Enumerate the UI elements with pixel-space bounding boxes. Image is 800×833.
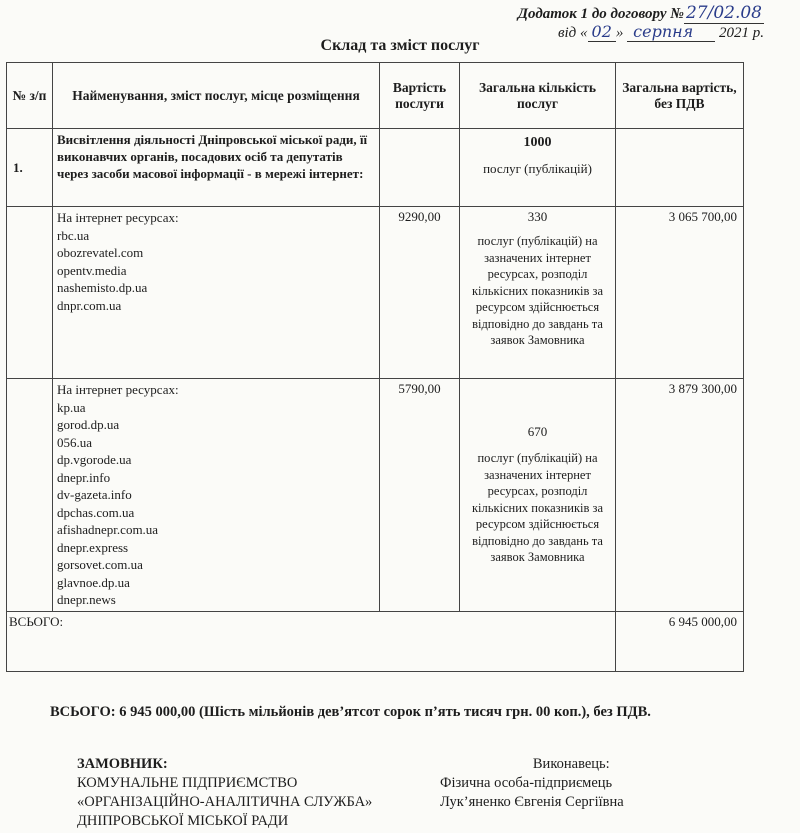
col-header-name: Найменування, зміст послуг, місце розміщення (53, 63, 380, 129)
customer-block (77, 755, 372, 831)
quantity-cell (460, 207, 616, 379)
service-description: Висвітлення діяльності Дніпровської міської ради, її виконавчих органів, посадових осіб та депутатів через засоби масової інформації - в мережі інтернет: (53, 129, 380, 207)
date-quote-close: » (615, 25, 624, 41)
table-header-row (7, 63, 744, 129)
resource-intro: На інтернет ресурсах: (57, 210, 179, 225)
total-value: 3 065 700,00 (616, 207, 744, 379)
document-header (0, 0, 800, 54)
resource-item: kp.ua (57, 399, 86, 415)
col-header-price: Вартість послуги (380, 63, 460, 129)
row-number: 1. (7, 129, 53, 207)
quantity-value: 330 (527, 209, 548, 224)
total-value: 3 879 300,00 (616, 379, 744, 612)
row-number-empty (7, 207, 53, 379)
document-title: Склад та зміст послуг (320, 37, 480, 54)
quantity-unit: послуг (публікацій) (483, 161, 592, 176)
quantity-cell (460, 129, 616, 207)
price-value: 5790,00 (380, 379, 460, 612)
resource-item: dnpr.com.ua (57, 297, 122, 313)
row-number-empty (7, 379, 53, 612)
resource-item: dnepr.news (57, 592, 116, 607)
resource-item: afishadnepr.com.ua (57, 522, 159, 537)
table-row (7, 129, 744, 207)
resource-list (53, 207, 380, 379)
total-cell-empty (616, 129, 744, 207)
resource-item: gorsovet.com.ua (57, 557, 143, 572)
col-header-number: № з/п (7, 63, 53, 129)
price-cell-empty (380, 129, 460, 207)
resource-item: rbc.ua (57, 227, 90, 243)
table-total-row (7, 611, 744, 671)
table-total-label: ВСЬОГО: (7, 611, 616, 671)
resource-item: nashemisto.dp.ua (57, 280, 148, 295)
resource-intro: На інтернет ресурсах: (57, 382, 179, 397)
table-row (7, 379, 744, 612)
executor-line: Лук’яненко Євгенія Сергіївна (440, 794, 624, 810)
price-value: 9290,00 (380, 207, 460, 379)
grand-total-statement: ВСЬОГО: 6 945 000,00 (Шість мільйонів дев’ятсот сорок п’ять тисяч грн. 00 коп.), без ПДВ. (50, 704, 651, 720)
resource-item: gorod.dp.ua (57, 417, 120, 432)
customer-line: ДНІПРОВСЬКОЇ МІСЬКОЇ РАДИ (77, 813, 289, 829)
resource-item: obozrevatel.com (57, 245, 144, 260)
quantity-description: послуг (публікацій) на зазначених інтернет ресурсах, розподіл кількісних показників за ресурсом здійснюється відповідно до завдань та заявок Замовника (471, 234, 604, 347)
resource-item: 056.ua (57, 434, 93, 450)
quantity-value: 670 (527, 424, 548, 439)
annex-text: Додаток 1 до договору № (517, 6, 684, 22)
annex-reference (518, 3, 764, 23)
resource-item: dnepr.info (57, 469, 111, 485)
resource-item: opentv.media (57, 262, 127, 278)
table-row (7, 207, 744, 379)
table-total-value: 6 945 000,00 (616, 611, 744, 671)
resource-item: glavnoe.dp.ua (57, 574, 130, 590)
quantity-description: послуг (публікацій) на зазначених інтернет ресурсах, розподіл кількісних показників за ресурсом здійснюється відповідно до завдань та заявок Замовника (471, 451, 604, 564)
customer-line: КОМУНАЛЬНЕ ПІДПРИЄМСТВО (77, 775, 298, 791)
executor-label: Виконавець: (532, 756, 610, 772)
resource-list (53, 379, 380, 612)
customer-label: ЗАМОВНИК: (77, 756, 168, 772)
date-prefix: від « (558, 25, 588, 41)
date-month-handwritten: серпня (627, 22, 715, 42)
customer-line: «ОРГАНІЗАЦІЙНО-АНАЛІТИЧНА СЛУЖБА» (77, 794, 373, 810)
resource-item: dpchas.com.ua (57, 504, 135, 520)
executor-block (440, 755, 624, 812)
col-header-quantity: Загальна кількість послуг (460, 63, 616, 129)
resource-item: dnepr.express (57, 539, 129, 555)
resource-item: dv-gazeta.info (57, 487, 132, 502)
resource-item: dp.vgorode.ua (57, 452, 132, 467)
executor-line: Фізична особа-підприємець (440, 775, 613, 791)
quantity-value: 1000 (523, 135, 552, 150)
services-table (6, 62, 744, 672)
date-year: 2021 р. (719, 25, 764, 41)
date-day-handwritten: 02 (588, 22, 616, 42)
col-header-total: Загальна вартість, без ПДВ (616, 63, 744, 129)
contract-number-handwritten: 27/02.08 (685, 3, 762, 23)
quantity-cell (460, 379, 616, 612)
